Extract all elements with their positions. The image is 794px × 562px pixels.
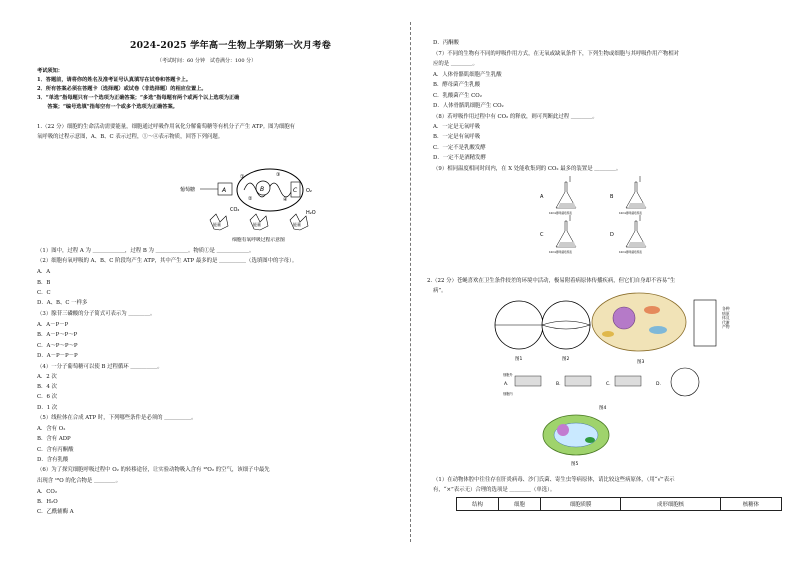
glucose-label: 葡萄糖 bbox=[180, 187, 196, 193]
figure-label: 图1 bbox=[515, 357, 523, 362]
notice-item: 1．答题前，请将你的姓名及准考证号认真填写在试卷和答题卡上。 bbox=[37, 77, 192, 83]
figure-3 bbox=[592, 293, 716, 365]
figure-1 bbox=[495, 301, 543, 362]
flask-option-label: B bbox=[610, 194, 614, 200]
notice-item: 3．“单选”指每题只有一个选项为正确答案；“多选”指每题有两个或两个以上选项为正确 bbox=[37, 95, 240, 101]
option: D．一定不是酒精发酵 bbox=[433, 155, 486, 161]
energy-label: 能量 bbox=[213, 222, 221, 227]
q1-sub9: （9）相同温度相同时间内，在 X 处能收集到的 CO₂ 最多的装置是 ＿＿＿＿。 bbox=[433, 166, 622, 172]
figure-label: 图3 bbox=[637, 360, 645, 365]
flask-option-label: C bbox=[540, 232, 544, 238]
flask-medium-label: 10mL酵母菌培养液 bbox=[619, 251, 642, 254]
option-label: D. bbox=[656, 382, 661, 387]
option: A．CO₂ bbox=[37, 489, 57, 495]
table-header-cell: 细胞 bbox=[498, 498, 540, 511]
water-label: H₂O bbox=[306, 210, 316, 216]
q1-sub3: （3）腺苷三磷酸的分子简式可表示为 ＿＿＿＿。 bbox=[37, 311, 156, 317]
notice-item: 答案；“编号选填”指每空有一个或多个选项为正确答案。 bbox=[37, 104, 178, 110]
notice-heading: 考试须知： bbox=[37, 68, 63, 74]
figure-4 bbox=[503, 368, 699, 411]
process-c-label: C bbox=[293, 187, 298, 194]
option: A．含有 O₂ bbox=[37, 426, 66, 432]
option: B．4 次 bbox=[37, 384, 57, 390]
option: D．含有乳酸 bbox=[37, 457, 69, 463]
q2-sub1: （1）在动物体腔中往往存在肝炎病毒、沙门氏菌、寄生虫等病原体，请比较这些病原体，（用“√”表示 bbox=[433, 477, 675, 483]
comparison-table bbox=[456, 497, 782, 511]
option: B．B bbox=[37, 280, 51, 286]
flask-medium-label: 10mL酵母菌培养液 bbox=[549, 251, 572, 254]
option-label: C. bbox=[606, 382, 611, 387]
fig3-side-label: 各种病原体及代谢产物 bbox=[722, 306, 730, 330]
q1-sub6: （6）为了探究细胞呼吸过程中 O₂ 的转移途径，让实验动物吸入含有 ¹⁸O₂ 的空气，该细子中最先 bbox=[37, 467, 270, 473]
option: C．乳酸菌产生 CO₂ bbox=[433, 93, 482, 99]
table-header-cell: 细胞质膜 bbox=[540, 498, 620, 511]
figure-5 bbox=[543, 415, 609, 467]
oxygen-label: O₂ bbox=[306, 188, 312, 194]
energy-label: 能量 bbox=[293, 222, 301, 227]
q1-sub5: （5）线粒体在合成 ATP 时，下列哪些条件是必须的 ＿＿＿＿＿。 bbox=[37, 415, 197, 421]
option: A．一定是无氧呼吸 bbox=[433, 124, 481, 130]
q1-sub7: 应的是 ＿＿＿＿。 bbox=[433, 61, 478, 67]
option: D．1 次 bbox=[37, 405, 58, 411]
substance-2-label: ② bbox=[248, 196, 253, 202]
substance-3-label: ③ bbox=[276, 172, 281, 178]
q1-intro: 1.（22 分）细胞的生命活动需要能量，细胞通过呼吸作用氧化分解葡萄糖等有机分子产生 ATP。图为细胞有 bbox=[37, 124, 296, 130]
option: A．人体骨骼肌细胞产生乳酸 bbox=[433, 72, 502, 78]
q2-sub1: 有，“×”表示无）合理的选项是 ＿＿＿＿（单选）。 bbox=[433, 487, 556, 493]
option: B．A－P～P～P bbox=[37, 332, 78, 338]
q1-sub1: （1）图中，过程 A 为 ＿＿＿＿＿＿，过程 B 为 ＿＿＿＿＿＿。物质①是 ＿＿＿＿＿＿。 bbox=[37, 248, 255, 254]
process-a-label: A bbox=[222, 187, 227, 194]
option: A．A－P－P bbox=[37, 322, 69, 328]
table-header-cell: 结构 bbox=[457, 498, 499, 511]
option-label: B. bbox=[556, 382, 561, 387]
fig4-outside-label: 细胞外 bbox=[503, 373, 513, 377]
option: D．A、B、C 一样多 bbox=[37, 300, 88, 306]
substance-1-label: ① bbox=[240, 174, 245, 180]
right-column bbox=[412, 0, 794, 562]
figure-label: 图4 bbox=[599, 406, 607, 411]
table-header-cell: 核糖体 bbox=[720, 498, 781, 511]
option: C．乙酰辅酶 A bbox=[37, 509, 74, 515]
process-b-label: B bbox=[260, 186, 265, 193]
option: B．H₂O bbox=[37, 499, 58, 505]
table-row bbox=[457, 498, 782, 511]
fig4-inside-label: 细胞内 bbox=[503, 392, 513, 396]
option: B．酵母菌产生乳酸 bbox=[433, 82, 481, 88]
q1-sub2: （2）细胞有氧呼吸的 A、B、C 阶段均产生 ATP，其中产生 ATP 最多的是 ＿＿＿＿＿（选填图中的字母）。 bbox=[37, 258, 298, 264]
figure-2 bbox=[542, 301, 590, 362]
option-label: A. bbox=[504, 382, 509, 387]
option: A．A bbox=[37, 269, 51, 275]
option: C．6 次 bbox=[37, 394, 58, 400]
q1-sub8: （8）若呼吸作用过程中有 CO₂ 的释放，则可判断此过程 ＿＿＿＿。 bbox=[433, 114, 598, 120]
option: D．人体骨骼肌细胞产生 CO₂ bbox=[433, 103, 504, 109]
diagram-caption: 细胞有氧呼吸过程示意图 bbox=[232, 238, 285, 243]
option: D．A－P－P－P bbox=[37, 353, 78, 359]
energy-label: 能量 bbox=[253, 222, 261, 227]
figure-label: 图5 bbox=[571, 462, 579, 467]
notice-item: 2．所有答案必须在答题卡（选择题）或试卷（非选择题）的相应位置上。 bbox=[37, 86, 207, 92]
figure-label: 图2 bbox=[562, 357, 570, 362]
q2-intro: 2.（22 分）苍蝇喜欢在卫生条件较差的环境中活动，极易附着病原体传播疾病，但它们自身却不容易“生 bbox=[427, 278, 676, 284]
page-title: 2024-2025 学年高一生物上学期第一次月考卷 bbox=[130, 40, 331, 51]
flask-medium-label: 10mL酵母菌培养液 bbox=[619, 212, 642, 215]
q1-sub6: 出现含 ¹⁸O 的化合物是 ＿＿＿＿。 bbox=[37, 478, 121, 484]
q1-intro: 氧呼吸的过程示意图，A、B、C 表示过程，①～④表示物质，回答下列问题。 bbox=[37, 134, 224, 140]
option: C．一定不是乳酸发酵 bbox=[433, 145, 486, 151]
table-header-cell: 成形细胞核 bbox=[621, 498, 721, 511]
substance-4-label: ④ bbox=[283, 197, 288, 203]
q2-intro: 病”。 bbox=[433, 288, 447, 294]
option: C．C bbox=[37, 290, 51, 296]
option: B．一定是有氧呼吸 bbox=[433, 134, 481, 140]
exam-info: （考试时间：60 分钟 试卷满分：100 分） bbox=[157, 58, 257, 64]
option: D．丙酮酸 bbox=[433, 40, 459, 46]
option: B．含有 ADP bbox=[37, 436, 71, 442]
flask-option-label: A bbox=[540, 194, 544, 200]
co2-label: CO₂ bbox=[230, 207, 240, 213]
column-divider bbox=[410, 22, 411, 542]
flask-medium-label: 10mL酵母菌培养液 bbox=[549, 212, 572, 215]
option: C．含有丙酮酸 bbox=[37, 447, 74, 453]
q1-sub7: （7）不同的生物有不同的呼吸作用方式，在无氧或缺氧条件下，下列生物或细胞与其呼吸作用产物相对 bbox=[433, 51, 680, 57]
q1-sub4: （4）一分子葡萄糖可以使 B 过程循环 ＿＿＿＿＿。 bbox=[37, 364, 163, 370]
option: A．2 次 bbox=[37, 374, 57, 380]
option: C．A～P～P～P bbox=[37, 343, 78, 349]
flask-option-label: D bbox=[610, 232, 614, 238]
